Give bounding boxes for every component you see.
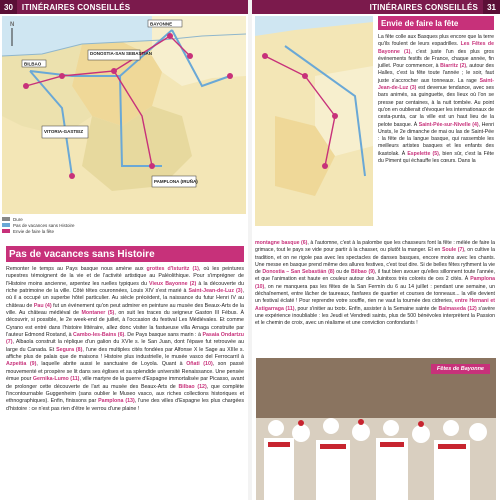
soule-map-drawing <box>255 16 373 226</box>
running-title-left: ITINÉRAIRES CONSEILLÉS <box>21 2 131 12</box>
party-body-col1: La fête colle aux Basques plus encore que la terre qu'ils foulent de leurs espadrilles. Les Fêtes de Bayonne (1), c'est juste l'un des plus gros événements festifs de France, chaque année, fin juillet. Pour commencer, à Biarritz (2), autour des Halles, c'est la fête toute l'année ; le soir, faut juste s'accrocher aux tonneaux. La rage Saint-Jean-de-Luz (3) est devenue tendance, avec ses bars animés, sa guinguette, des lieux où l'on se presse par centaines, à la nuit tombée. Au point qu'on en oublierait d'évoquer les internationaux de cesta-punta, car la ville est un haut lieu de la pelote basque. À Saint-Pée-sur-Nivelle (4), Henri Unsts, le 2e dimanche de mai ou las de Saint-Pée : la fête de la langue basque, qui rassemble les meilleurs artistes basques et les enfants des ikastolak. À Espelette (5), bien sûr, c'est la Fête du Piment qui échauffe les cœurs. Dans la <box>378 34 495 165</box>
photo-caption: Fêtes de Bayonne <box>431 364 490 374</box>
page-number-left: 30 <box>0 0 17 14</box>
legend-item-duration: Dure <box>2 216 246 222</box>
soule-map <box>255 16 373 226</box>
svg-text:BILBAO: BILBAO <box>24 61 42 67</box>
svg-text:PAMPLONA (IRUÑA): PAMPLONA (IRUÑA) <box>154 179 198 184</box>
map-drawing <box>2 16 246 214</box>
right-page-header <box>252 0 500 14</box>
region-map <box>2 16 246 214</box>
svg-text:BAYONNE: BAYONNE <box>150 21 173 27</box>
page-gutter <box>248 0 252 500</box>
legend-item-party: Envie de faire la fête <box>2 228 246 234</box>
left-page-header <box>0 0 248 14</box>
crowd-illustration <box>256 358 496 500</box>
svg-text:N: N <box>10 22 15 28</box>
party-body-wide: montagne basque (6), à l'automne, c'est à la palombe que les chasseurs font la fête : mélée de faire la grimace, tout le pays se vide pour partir à la chasser, ou plutôt la manger. Et en Soule (7), on cultive la tradition, et on ne rigole pas avec les spectacles de danses basques, encore moins avec les chants. Une messe en basque prend même des allures festives, c'est tout dire. Si de belles fêtes rythment la vie de Donostia – San Sebastián (8) ou de Bilbao (9), il faut bien avouer qu'elles sillonnent toute l'année, et que l'animation est haute en couleur autour des Juinitxos très colorés de ces 2 cités. À Pamplona (10), on ne manquera pas les fêtes de la San Fermín du 6 au 14 juillet : pendant une semaine, un déchaînement, entre lâcher de taureaux, fanfares de quartier et courses de tonneaux... la ville devient un festival éclaté ! Pour reprendre votre souffle, rien ne vaut la tournée des cidreries, entre Hernani et Astigarraga (11), pour s'initier au txotx. Enfin, assister à la Semaine sainte de Balmaseda (12) s'avère une expérience inoubliable : les Jeudi et Vendredi saints, plus de 500 bénévoles interprètent la Passion et le chemin de croix, avec un réalisme et une conviction confondants ! <box>255 240 496 327</box>
svg-text:DONOSTIA-SAN SEBASTIÁN: DONOSTIA-SAN SEBASTIÁN <box>90 51 153 56</box>
map-legend <box>2 216 246 236</box>
legend-item-history: Pas de vacances sans Histoire <box>2 222 246 228</box>
running-title-right: ITINÉRAIRES CONSEILLÉS <box>369 2 479 12</box>
history-body: Remonter le temps au Pays basque nous amène aux grottes d'Isturitz (1), où les peintures rupestres témoignent de la vie et de l'activité artistique au Paléolithique. Pour s'imprégner de l'Histoire moins ancienne, arpentez les ruelles typiques du Vieux Bayonne (2) à la découverte du riche patrimoine de la ville. Côté têtes couronnées, Louis XIV s'est marié à Saint-Jean-de-Luz (3), où il a occupé un superbe hôtel particulier. Au siècle précédent, la naissance du futur Henri IV au château de Pau (4) fut un événement qu'on peut admirer en peinture au musée des Beaux-Arts de la ville. Au château médiéval de Montaner (5), on suit les traces du seigneur Gaston III Fébus. À découvrir, si possible, le 2e week-end de juillet, à l'occasion du festival Les Médiévales. Et comme Cyrano est entré dans l'histoire littéraire, allez donc visiter la fastueuse villa Arnaga construite par l'auteur Edmond Rostand, à Cambo-les-Bains (6). De Pays basque sans marin : à Pasaia Ondartzu (7), Albaola construit la réplique d'un galion du XVIe s. le San Juan, dont l'épave fut retrouvée au large du Canada. Et Segura (8), l'une des multiples cités fondées par Alfonse X le Sage au XIIIe s. affiche plus de palais que de maisons ! Histoire plus industrielle, le musée vasco del Ferrocarril à Azpeitia (9), laquelle abrite aussi le sanctuaire de Loyola. Quant à Oñati (10), son passé mouvementé et prospère se lit dans ses églises et sa splendide université Renaissance. Une pensée émue pour Gernika-Lumo (11), ville martyre de la guerre d'Espagne immortalisée par Picasso, avant de prolonger cette découverte de l'art au musée des Beaux-Arts de Bilbao (12), que complète l'incontournable Guggenheim (sans oublier le Museo vasco, aux riches collections historiques et ethnographiques). Enfin, finissons par Pamplona (13), l'une des villes d'Espagne les plus chargées d'histoire : ce n'est pas rien d'être le verrou d'une plaine ! <box>6 266 245 412</box>
section-title-party: Envie de faire la fête <box>378 16 494 30</box>
page-number-right: 31 <box>483 0 500 14</box>
festival-photo <box>256 358 496 500</box>
section-title-history: Pas de vacances sans Histoire <box>6 246 244 262</box>
svg-text:VITORIA-GASTEIZ: VITORIA-GASTEIZ <box>44 129 84 134</box>
